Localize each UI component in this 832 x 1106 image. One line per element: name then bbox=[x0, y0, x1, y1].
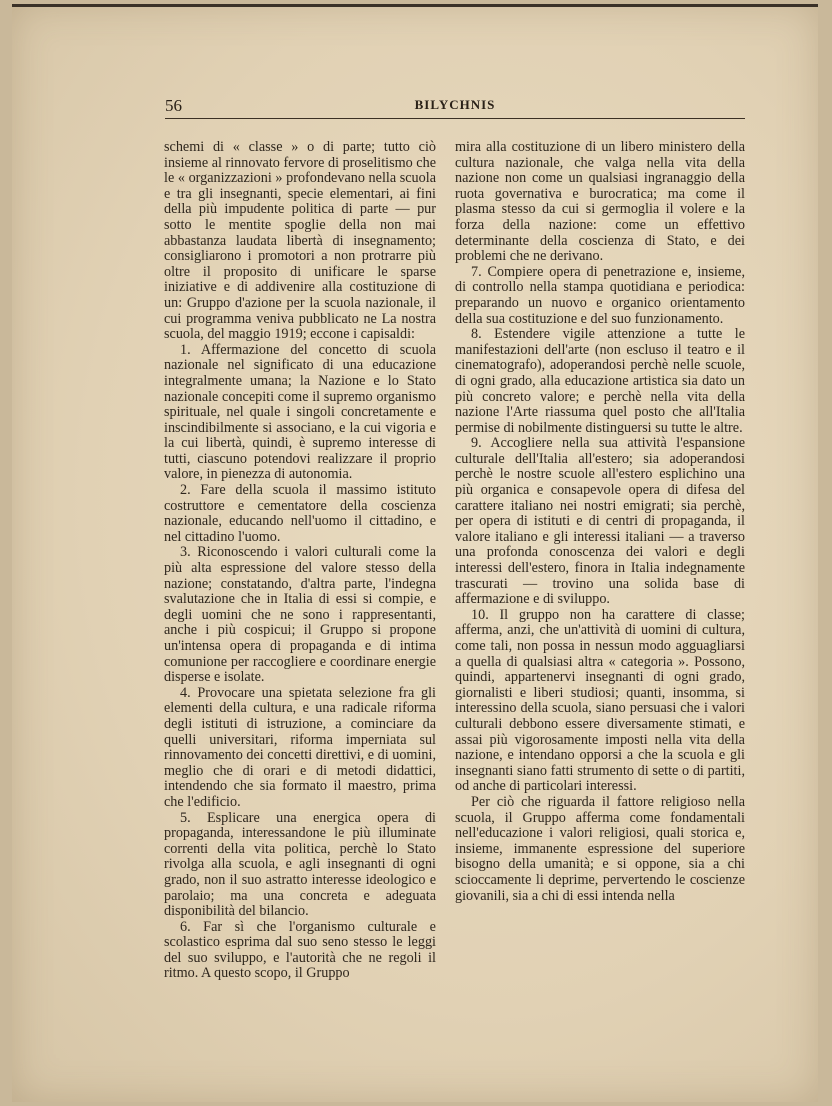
paragraph: 4. Provocare una spietata selezione fra gli elementi della cultura, e una radicale riforma degli istituti di istruzione, a cominciare da quelli universitari, riforma imperniata sul rinnovamento dei concetti direttivi, e di uomini, meglio che di orari e di metodi didattici, intendendo che sia formato il maestro, prima che l'edificio. bbox=[164, 684, 436, 810]
left-column bbox=[164, 140, 436, 982]
paragraph: 9. Accogliere nella sua attività l'espansione culturale dell'Italia all'estero; sia adoperandosi perchè le nostre scuole all'estero esplichino una più organica e consapevole opera di difesa del carattere italiano nei nostri emigrati; sia perchè, per opera di istituti e di centri di propaganda, il valore italiano e gli interessi italiani — a traverso una profonda conoscenza dei valori e degli interessi dell'estero, finora in Italia indegnamente trascurati — trovino una solida base di affermazione e di sviluppo. bbox=[455, 435, 745, 608]
book-page bbox=[12, 4, 818, 1102]
paragraph: mira alla costituzione di un libero ministero della cultura nazionale, che valga nella vita della nazione non come un qualsiasi ingranaggio della ruota governativa e burocratica; ma come il plasma stesso da cui si germoglia il volere e la forza della nazione: come un effettivo determinante della coscienza di Stato, e dei problemi che ne derivano. bbox=[455, 139, 745, 265]
running-head: BILYCHNIS bbox=[414, 97, 496, 112]
paragraph: schemi di « classe » o di parte; tutto ciò insieme al rinnovato fervore di proselitismo che le « organizzazioni » profondevano nella scuola e tra gli insegnanti, specie elementari, ai fini della più impudente politica di parte — pur sotto le mentite spoglie della non mai abbastanza laudata libertà di insegnamento; consigliarono i promotori a non protrarre più oltre il proposito di unificare le sparse iniziative e di addivenire alla costituzione di un: Gruppo d'azione per la scuola nazionale, il cui programma veniva pubblicato ne La nostra scuola, del maggio 1919; eccone i capisaldi: bbox=[164, 139, 436, 343]
paragraph: Per ciò che riguarda il fattore religioso nella scuola, il Gruppo afferma come fondamentali nell'educazione i valori religiosi, quali storica e, insieme, immanente espressione del superiore bisogno della umanità; e si oppone, sia a chi scioccamente li deprime, pervertendo le coscienze giovanili, sia a chi di essi intenda nella bbox=[455, 793, 745, 904]
page-number: 56 bbox=[165, 96, 182, 115]
paragraph: 3. Riconoscendo i valori culturali come la più alta espressione del valore stesso della nazione; constatando, d'altra parte, l'indegna svalutazione che in Italia di essi si compie, e degli uomini che ne sono i rappresentanti, anche i più cospicui; il Gruppo si propone un'intensa opera di propaganda e di intima comunione per raccogliere e coordinare energie disperse e isolate. bbox=[164, 544, 436, 686]
paragraph: 2. Fare della scuola il massimo istituto costruttore e cementatore della coscienza nazionale, educando nell'uomo il cittadino, e nel cittadino l'uomo. bbox=[164, 482, 436, 545]
paragraph: 10. Il gruppo non ha carattere di classe; afferma, anzi, che un'attività di uomini di cultura, come tali, non possa in nessun modo agguagliarsi a quella di qualsiasi altra « categoria ». Possono, quindi, appartenervi insegnanti di ogni grado, giornalisti e liberi studiosi; quanti, insomma, si interessino della scuola, siano persuasi che i valori culturali debbono essere diversamente stimati, e assai più vigorosamente imposti nella vita della nazione, e intendano opporsi a che la scuola e gli insegnanti siano fatti strumento di sette o di partiti, od anche di particolari interessi. bbox=[455, 606, 745, 795]
paragraph: 6. Far sì che l'organismo culturale e scolastico esprima dal suo seno stesso le leggi del suo sviluppo, e l'autorità che ne regoli il ritmo. A questo scopo, il Gruppo bbox=[164, 918, 436, 982]
paragraph: 5. Esplicare una energica opera di propaganda, interessandone le più illuminate correnti della vita politica, perchè lo Stato rivolga alla scuola, e agli insegnanti di ogni grado, non il suo astratto interesse ideologico e parolaio; ma una concreta e adeguata disponibilità del bilancio. bbox=[164, 809, 436, 920]
page-top-edge bbox=[12, 4, 818, 18]
paragraph: 1. Affermazione del concetto di scuola nazionale nel significato di una educazione integralmente umana; la Nazione e lo Stato nazionale concepiti come il supremo organismo spirituale, nel quale i singoli concretamente e inscindibilmente si associano, e la cui vigoria e la cui libertà, quindi, è supremo interesse di tutti, ciascuno potendovi realizzare il proprio valore, in pienezza di autonomia. bbox=[164, 341, 436, 483]
paragraph: 7. Compiere opera di penetrazione e, insieme, di controllo nella stampa quotidiana e periodica: preparando un nuovo e organico orientamento della sua costituzione e del suo funzionamento. bbox=[455, 263, 745, 327]
page-header bbox=[165, 96, 745, 119]
right-column bbox=[455, 140, 745, 904]
paragraph: 8. Estendere vigile attenzione a tutte le manifestazioni dell'arte (non escluso il teatro e il cinematografo), adoperandosi perchè nelle scuole, di ogni grado, alla educazione artistica sia dato un più concreto valore; e perchè nella vita della nazione l'Arte riassuma quel posto che all'Italia permise di nobilmente distinguersi su tutte le altre. bbox=[455, 326, 745, 436]
